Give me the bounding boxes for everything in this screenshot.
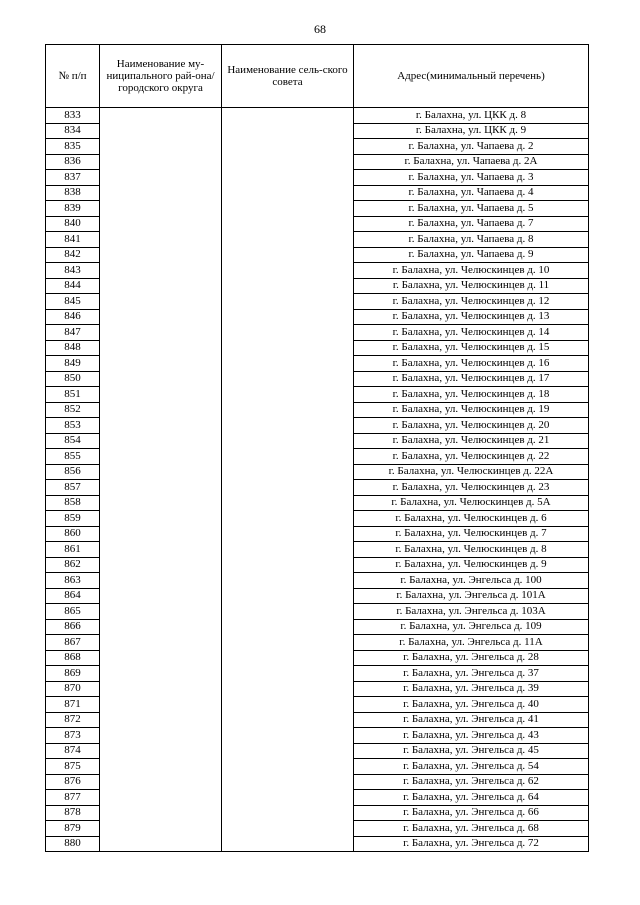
row-number-cell: 852 (46, 402, 100, 418)
header-row (46, 45, 589, 108)
address-cell: г. Балахна, ул. Энгельса д. 72 (354, 836, 589, 852)
row-number-cell: 859 (46, 511, 100, 527)
row-number-cell: 837 (46, 170, 100, 186)
address-cell: г. Балахна, ул. Челюскинцев д. 8 (354, 542, 589, 558)
row-number-cell: 871 (46, 697, 100, 713)
row-number-cell: 873 (46, 728, 100, 744)
council-cell (222, 108, 354, 852)
page-number: 68 (314, 22, 326, 36)
district-cell (100, 108, 222, 852)
address-cell: г. Балахна, ул. Челюскинцев д. 23 (354, 480, 589, 496)
address-cell: г. Балахна, ул. Энгельса д. 109 (354, 619, 589, 635)
address-cell: г. Балахна, ул. Челюскинцев д. 22 (354, 449, 589, 465)
address-cell: г. Балахна, ул. Челюскинцев д. 21 (354, 433, 589, 449)
address-cell: г. Балахна, ул. Челюскинцев д. 17 (354, 371, 589, 387)
address-cell: г. Балахна, ул. Энгельса д. 101А (354, 588, 589, 604)
header-num: № п/п (46, 45, 100, 108)
address-cell: г. Балахна, ул. Челюскинцев д. 20 (354, 418, 589, 434)
row-number-cell: 850 (46, 371, 100, 387)
row-number-cell: 838 (46, 185, 100, 201)
address-cell: г. Балахна, ул. Энгельса д. 41 (354, 712, 589, 728)
address-cell: г. Балахна, ул. Челюскинцев д. 18 (354, 387, 589, 403)
address-cell: г. Балахна, ул. Энгельса д. 64 (354, 790, 589, 806)
row-number-cell: 843 (46, 263, 100, 279)
row-number-cell: 875 (46, 759, 100, 775)
row-number-cell: 840 (46, 216, 100, 232)
address-cell: г. Балахна, ул. Энгельса д. 37 (354, 666, 589, 682)
address-cell: г. Балахна, ул. Челюскинцев д. 10 (354, 263, 589, 279)
address-cell: г. Балахна, ул. Чапаева д. 2 (354, 139, 589, 155)
address-cell: г. Балахна, ул. Чапаева д. 2А (354, 154, 589, 170)
row-number-cell: 839 (46, 201, 100, 217)
row-number-cell: 855 (46, 449, 100, 465)
row-number-cell: 877 (46, 790, 100, 806)
row-number-cell: 836 (46, 154, 100, 170)
address-cell: г. Балахна, ул. Энгельса д. 62 (354, 774, 589, 790)
address-cell: г. Балахна, ул. Чапаева д. 5 (354, 201, 589, 217)
row-number-cell: 862 (46, 557, 100, 573)
address-cell: г. Балахна, ул. Чапаева д. 7 (354, 216, 589, 232)
row-number-cell: 870 (46, 681, 100, 697)
address-cell: г. Балахна, ул. ЦКК д. 9 (354, 123, 589, 139)
address-cell: г. Балахна, ул. Энгельса д. 103А (354, 604, 589, 620)
header-address: Адрес(минимальный перечень) (354, 45, 589, 108)
row-number-cell: 853 (46, 418, 100, 434)
row-number-cell: 874 (46, 743, 100, 759)
row-number-cell: 856 (46, 464, 100, 480)
address-cell: г. Балахна, ул. Чапаева д. 3 (354, 170, 589, 186)
row-number-cell: 845 (46, 294, 100, 310)
address-cell: г. Балахна, ул. Чапаева д. 4 (354, 185, 589, 201)
address-cell: г. Балахна, ул. Энгельса д. 39 (354, 681, 589, 697)
row-number-cell: 876 (46, 774, 100, 790)
address-cell: г. Балахна, ул. Энгельса д. 11А (354, 635, 589, 651)
row-number-cell: 833 (46, 108, 100, 124)
table-body (46, 108, 589, 852)
address-cell: г. Балахна, ул. Челюскинцев д. 19 (354, 402, 589, 418)
address-cell: г. Балахна, ул. Энгельса д. 28 (354, 650, 589, 666)
address-cell: г. Балахна, ул. Челюскинцев д. 15 (354, 340, 589, 356)
row-number-cell: 878 (46, 805, 100, 821)
row-number-cell: 880 (46, 836, 100, 852)
address-cell: г. Балахна, ул. Энгельса д. 43 (354, 728, 589, 744)
row-number-cell: 842 (46, 247, 100, 263)
address-cell: г. Балахна, ул. Энгельса д. 45 (354, 743, 589, 759)
address-cell: г. Балахна, ул. ЦКК д. 8 (354, 108, 589, 124)
row-number-cell: 860 (46, 526, 100, 542)
row-number-cell: 858 (46, 495, 100, 511)
row-number-cell: 863 (46, 573, 100, 589)
row-number-cell: 857 (46, 480, 100, 496)
address-cell: г. Балахна, ул. Челюскинцев д. 7 (354, 526, 589, 542)
address-cell: г. Балахна, ул. Челюскинцев д. 6 (354, 511, 589, 527)
address-cell: г. Балахна, ул. Челюскинцев д. 16 (354, 356, 589, 372)
header-council: Наименование сель-ского совета (222, 45, 354, 108)
table-header (46, 45, 589, 108)
row-number-cell: 865 (46, 604, 100, 620)
row-number-cell: 849 (46, 356, 100, 372)
row-number-cell: 841 (46, 232, 100, 248)
address-cell: г. Балахна, ул. Челюскинцев д. 12 (354, 294, 589, 310)
row-number-cell: 846 (46, 309, 100, 325)
row-number-cell: 864 (46, 588, 100, 604)
address-cell: г. Балахна, ул. Челюскинцев д. 13 (354, 309, 589, 325)
address-cell: г. Балахна, ул. Энгельса д. 66 (354, 805, 589, 821)
row-number-cell: 851 (46, 387, 100, 403)
table-row (46, 108, 589, 124)
address-table (45, 44, 589, 852)
address-cell: г. Балахна, ул. Челюскинцев д. 22А (354, 464, 589, 480)
header-district: Наименование му-ниципального рай-она/ городского округа (100, 45, 222, 108)
row-number-cell: 867 (46, 635, 100, 651)
address-cell: г. Балахна, ул. Чапаева д. 9 (354, 247, 589, 263)
row-number-cell: 869 (46, 666, 100, 682)
row-number-cell: 872 (46, 712, 100, 728)
row-number-cell: 879 (46, 821, 100, 837)
row-number-cell: 848 (46, 340, 100, 356)
address-cell: г. Балахна, ул. Челюскинцев д. 5А (354, 495, 589, 511)
address-cell: г. Балахна, ул. Челюскинцев д. 14 (354, 325, 589, 341)
address-cell: г. Балахна, ул. Чапаева д. 8 (354, 232, 589, 248)
row-number-cell: 861 (46, 542, 100, 558)
row-number-cell: 834 (46, 123, 100, 139)
row-number-cell: 835 (46, 139, 100, 155)
address-cell: г. Балахна, ул. Энгельса д. 54 (354, 759, 589, 775)
row-number-cell: 844 (46, 278, 100, 294)
address-cell: г. Балахна, ул. Челюскинцев д. 11 (354, 278, 589, 294)
address-cell: г. Балахна, ул. Энгельса д. 40 (354, 697, 589, 713)
address-cell: г. Балахна, ул. Челюскинцев д. 9 (354, 557, 589, 573)
row-number-cell: 847 (46, 325, 100, 341)
row-number-cell: 868 (46, 650, 100, 666)
row-number-cell: 854 (46, 433, 100, 449)
address-cell: г. Балахна, ул. Энгельса д. 100 (354, 573, 589, 589)
address-cell: г. Балахна, ул. Энгельса д. 68 (354, 821, 589, 837)
row-number-cell: 866 (46, 619, 100, 635)
